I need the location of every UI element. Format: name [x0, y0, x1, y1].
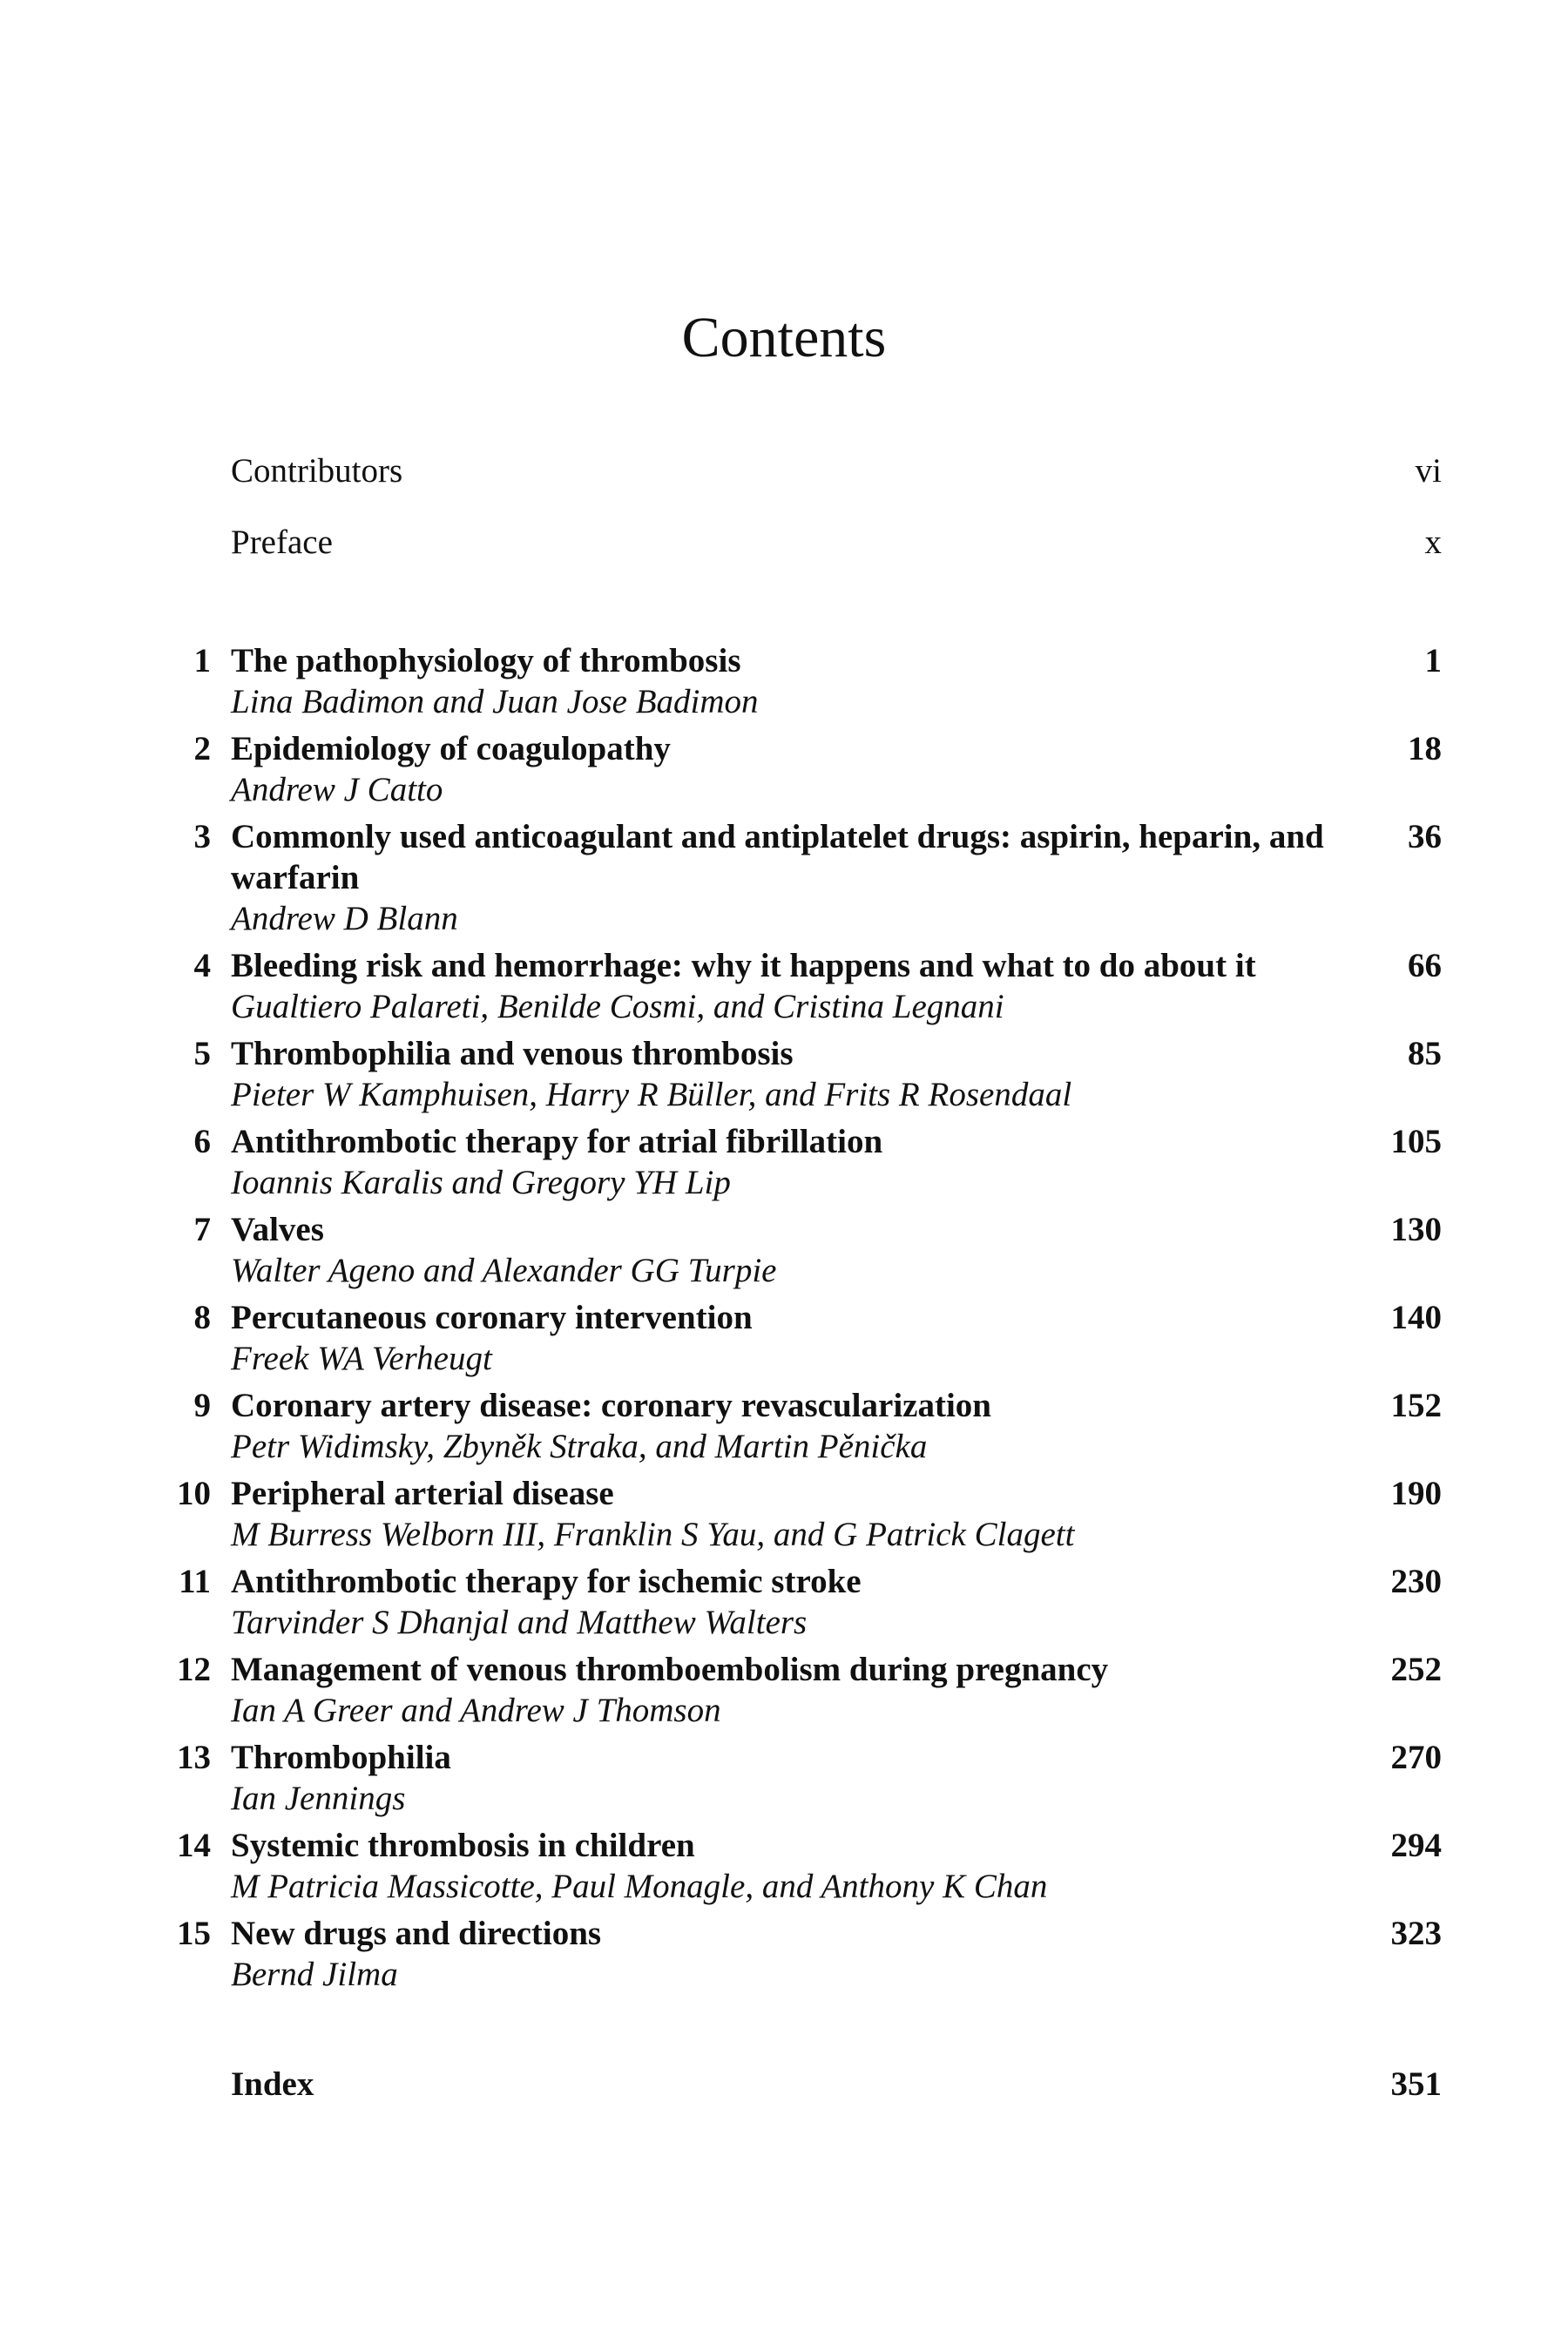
chapter-authors: Andrew D Blann	[231, 900, 458, 937]
chapter-number: 9	[193, 1387, 211, 1424]
chapter-entry-10[interactable]	[157, 1473, 1442, 1555]
chapter-page: 252	[1390, 1651, 1442, 1688]
chapter-authors: Freek WA Verheugt	[231, 1340, 492, 1377]
chapter-page: 323	[1390, 1915, 1442, 1952]
chapter-number: 13	[177, 1739, 211, 1776]
chapter-authors: Walter Ageno and Alexander GG Turpie	[231, 1252, 777, 1289]
chapter-authors: Andrew J Catto	[231, 771, 443, 808]
chapter-number: 8	[193, 1299, 211, 1336]
chapter-page: 85	[1408, 1035, 1442, 1072]
chapter-title: Management of venous thromboembolism during pregnancy	[231, 1651, 1109, 1688]
chapter-title: Percutaneous coronary intervention	[231, 1299, 753, 1336]
chapter-number: 12	[177, 1651, 211, 1688]
front-matter-page: vi	[1415, 452, 1442, 490]
chapter-number: 2	[193, 730, 211, 767]
chapter-entry-4[interactable]	[157, 945, 1442, 1027]
chapter-entry-1[interactable]	[157, 640, 1442, 722]
front-matter-item-contributors[interactable]	[231, 451, 1442, 490]
front-matter-label: Preface	[231, 524, 333, 561]
chapter-entry-15[interactable]	[157, 1913, 1442, 1995]
chapter-entry-14[interactable]	[157, 1825, 1442, 1907]
chapter-authors: M Burress Welborn III, Franklin S Yau, and G Patrick Clagett	[231, 1516, 1075, 1553]
chapter-number: 3	[193, 818, 211, 855]
chapter-page: 294	[1390, 1827, 1442, 1864]
chapter-authors: Tarvinder S Dhanjal and Matthew Walters	[231, 1604, 808, 1641]
chapter-number: 4	[193, 947, 211, 984]
chapter-title: Thrombophilia	[231, 1739, 451, 1776]
chapter-title: Peripheral arterial disease	[231, 1475, 614, 1512]
chapter-page: 130	[1390, 1211, 1442, 1248]
chapter-title: Bleeding risk and hemorrhage: why it happens and what to do about it	[231, 947, 1256, 984]
chapter-entry-5[interactable]	[157, 1033, 1442, 1115]
chapter-page: 105	[1390, 1123, 1442, 1160]
chapter-page: 1	[1424, 642, 1442, 679]
chapter-entry-8[interactable]	[157, 1297, 1442, 1379]
chapter-title: Valves	[231, 1211, 324, 1248]
chapter-title: Coronary artery disease: coronary revascularization	[231, 1387, 991, 1424]
page-title: Contents	[681, 306, 887, 369]
chapter-number: 6	[193, 1123, 211, 1160]
chapter-number: 15	[177, 1915, 211, 1952]
chapter-title: New drugs and directions	[231, 1915, 602, 1952]
chapter-entry-9[interactable]	[157, 1385, 1442, 1467]
front-matter-item-preface[interactable]	[231, 523, 1442, 562]
chapter-page: 66	[1408, 947, 1442, 984]
chapter-page: 18	[1408, 730, 1442, 767]
index-entry[interactable]	[231, 2065, 1442, 2104]
chapter-authors: Lina Badimon and Juan Jose Badimon	[231, 683, 759, 720]
chapter-authors: Ian Jennings	[231, 1780, 406, 1817]
chapter-entry-7[interactable]	[157, 1209, 1442, 1291]
chapter-authors: Pieter W Kamphuisen, Harry R Büller, and Frits R Rosendaal	[231, 1076, 1072, 1113]
chapter-authors: Petr Widimsky, Zbyněk Straka, and Martin Pěnička	[231, 1428, 928, 1465]
chapter-number: 5	[193, 1035, 211, 1072]
chapter-entry-12[interactable]	[157, 1649, 1442, 1731]
chapter-page: 270	[1390, 1739, 1442, 1776]
chapter-page: 152	[1390, 1387, 1442, 1424]
front-matter	[231, 451, 1442, 562]
front-matter-page: x	[1424, 524, 1442, 561]
chapter-title: Commonly used anticoagulant and antiplatelet drugs: aspirin, heparin, and warfarin	[231, 818, 1324, 896]
chapter-page: 190	[1390, 1475, 1442, 1512]
chapter-title: The pathophysiology of thrombosis	[231, 642, 741, 679]
index-page: 351	[1390, 2065, 1442, 2103]
chapter-entry-6[interactable]	[157, 1121, 1442, 1203]
chapter-title: Thrombophilia and venous thrombosis	[231, 1035, 794, 1072]
chapter-entry-3[interactable]	[157, 816, 1442, 939]
chapter-page: 36	[1408, 818, 1442, 855]
chapter-title: Antithrombotic therapy for atrial fibrillation	[231, 1123, 883, 1160]
chapter-title: Epidemiology of coagulopathy	[231, 730, 671, 767]
chapter-list	[157, 640, 1442, 1995]
index-label: Index	[231, 2065, 314, 2103]
chapter-title: Antithrombotic therapy for ischemic stroke	[231, 1563, 862, 1600]
chapter-entry-13[interactable]	[157, 1737, 1442, 1819]
chapter-page: 140	[1390, 1299, 1442, 1336]
chapter-number: 10	[177, 1475, 211, 1512]
chapter-authors: Gualtiero Palareti, Benilde Cosmi, and Cristina Legnani	[231, 988, 1004, 1025]
chapter-entry-2[interactable]	[157, 728, 1442, 810]
chapter-entry-11[interactable]	[157, 1561, 1442, 1643]
chapter-page: 230	[1390, 1563, 1442, 1600]
chapter-authors: Bernd Jilma	[231, 1956, 398, 1993]
chapter-number: 11	[179, 1563, 211, 1600]
chapter-authors: M Patricia Massicotte, Paul Monagle, and Anthony K Chan	[231, 1868, 1048, 1905]
chapter-number: 14	[177, 1827, 211, 1864]
chapter-authors: Ian A Greer and Andrew J Thomson	[231, 1692, 721, 1729]
front-matter-label: Contributors	[231, 452, 403, 490]
chapter-number: 1	[193, 642, 211, 679]
chapter-title: Systemic thrombosis in children	[231, 1827, 695, 1864]
chapter-number: 7	[193, 1211, 211, 1248]
chapter-authors: Ioannis Karalis and Gregory YH Lip	[231, 1164, 731, 1201]
